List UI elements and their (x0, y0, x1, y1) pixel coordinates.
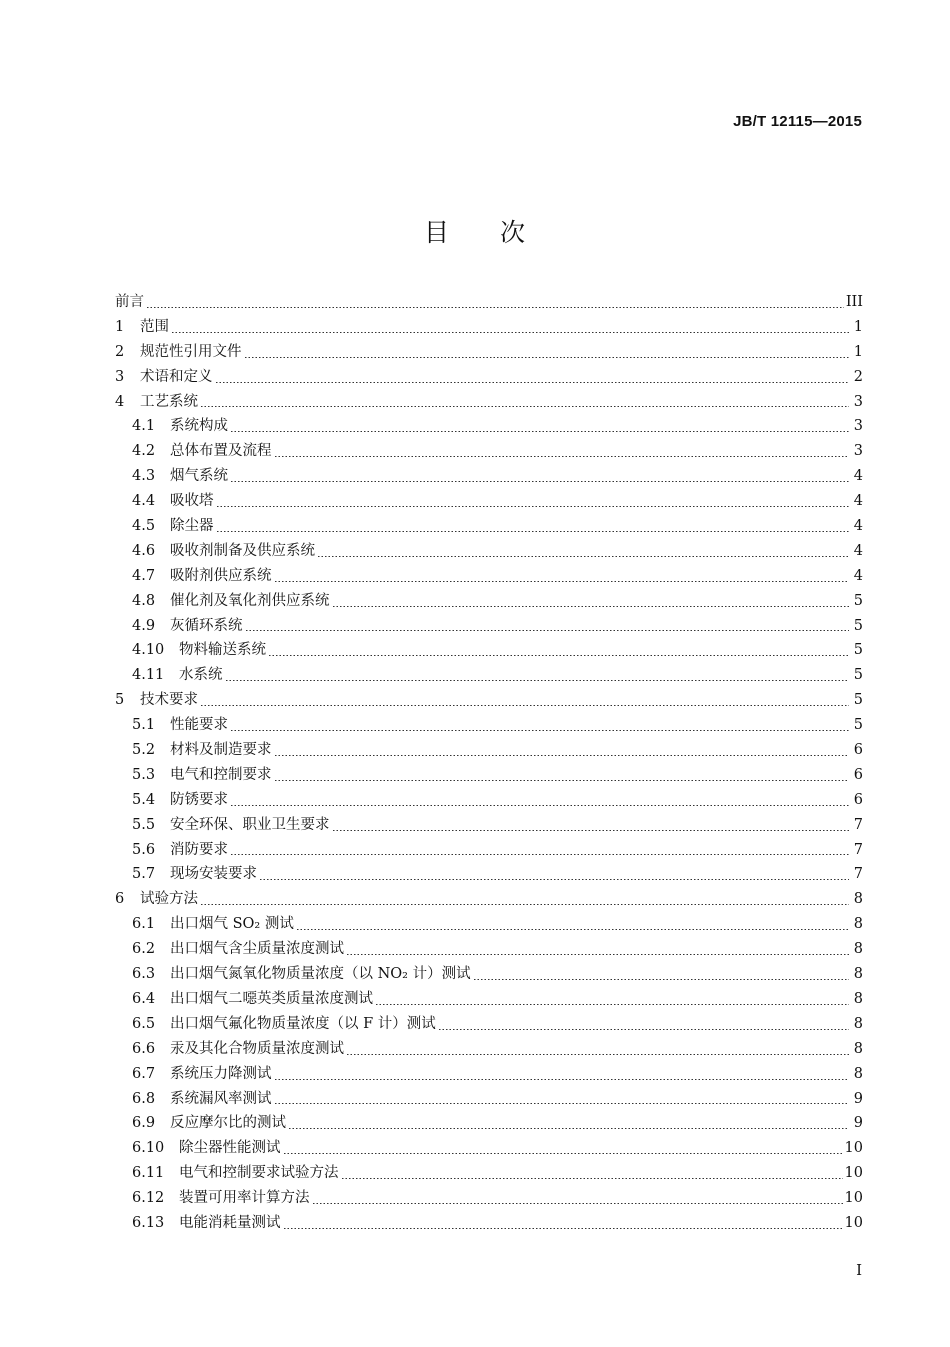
toc-entry-number: 6.5 (132, 1015, 156, 1032)
toc-entry[interactable] (115, 962, 863, 987)
toc-entry-number: 5 (115, 692, 125, 709)
toc-entry-label: 电气和控制要求 (170, 766, 272, 783)
toc-entry-number: 2 (115, 343, 125, 360)
toc-entry[interactable] (115, 390, 863, 415)
toc-entry-label: 前言 (115, 294, 144, 310)
toc-entry-number: 4.6 (132, 542, 156, 559)
toc-leader-dots (274, 456, 850, 457)
toc-entry-label: 材料及制造要求 (170, 742, 272, 759)
toc-entry-number: 5.7 (132, 866, 156, 883)
toc-leader-dots (230, 854, 849, 855)
toc-entry-label: 试验方法 (140, 891, 198, 908)
toc-entry[interactable] (115, 1087, 863, 1112)
toc-entry-label: 出口烟气氟化物质量浓度（以 F 计）测试 (170, 1015, 436, 1032)
toc-entry-page: 5 (853, 667, 863, 684)
toc-entry-number: 6 (115, 891, 125, 908)
toc-leader-dots (283, 1228, 843, 1229)
toc-entry-number: 5.5 (132, 816, 156, 833)
toc-entry-number: 5.2 (132, 742, 156, 759)
toc-entry-page: 9 (853, 1090, 863, 1107)
toc-leader-dots (274, 755, 850, 756)
toc-leader-dots (200, 406, 849, 407)
toc-leader-dots (230, 805, 849, 806)
toc-entry-page: 3 (853, 393, 863, 410)
toc-entry-page: 5 (853, 592, 863, 609)
toc-entry[interactable] (115, 589, 863, 614)
toc-entry-label: 规范性引用文件 (140, 343, 242, 360)
toc-entry-number: 4.5 (132, 518, 156, 535)
toc-entry-page: 8 (853, 1040, 863, 1057)
toc-leader-dots (230, 481, 849, 482)
toc-entry-label: 出口烟气二噁英类质量浓度测试 (170, 990, 373, 1007)
toc-entry-number: 6.13 (132, 1214, 165, 1231)
toc-entry-number: 4.11 (132, 667, 165, 684)
toc-entry-page: 5 (853, 692, 863, 709)
toc-entry-number: 5.3 (132, 766, 156, 783)
title-char-2: 次 (500, 218, 527, 247)
toc-entry-number: 4.2 (132, 443, 156, 460)
page-folio: I (856, 1261, 862, 1279)
toc-entry-label: 灰循环系统 (170, 617, 243, 634)
toc-entry-page: 1 (853, 343, 863, 360)
toc-leader-dots (245, 630, 850, 631)
toc-leader-dots (346, 1054, 849, 1055)
toc-entry[interactable] (115, 489, 863, 514)
toc-entry-number: 4.4 (132, 493, 156, 510)
toc-entry-label: 总体布置及流程 (170, 443, 272, 460)
toc-entry-number: 4.1 (132, 418, 156, 435)
toc-entry-number: 1 (115, 318, 125, 335)
toc-entry-number: 3 (115, 368, 125, 385)
toc-entry-label: 性能要求 (170, 717, 228, 734)
toc-entry-page: 10 (844, 1165, 863, 1182)
toc-entry[interactable] (115, 1037, 863, 1062)
toc-entry[interactable] (115, 1111, 863, 1136)
toc-entry-label: 吸附剂供应系统 (170, 567, 272, 584)
standard-number: JB/T 12115—2015 (733, 113, 862, 130)
toc-entry-label: 工艺系统 (140, 393, 198, 410)
toc-entry[interactable] (115, 414, 863, 439)
toc-entry-page: 6 (853, 766, 863, 783)
toc-leader-dots (259, 879, 849, 880)
toc-entry-page: 7 (853, 866, 863, 883)
page-title (0, 213, 950, 249)
toc-leader-dots (312, 1203, 843, 1204)
toc-entry[interactable] (115, 1186, 863, 1211)
toc-entry-number: 4.3 (132, 468, 156, 485)
toc-entry-page: 4 (853, 493, 863, 510)
toc-entry[interactable] (115, 514, 863, 539)
toc-entry[interactable] (115, 887, 863, 912)
toc-entry-number: 5.4 (132, 791, 156, 808)
toc-leader-dots (216, 506, 850, 507)
toc-entry-number: 6.11 (132, 1165, 165, 1182)
toc-entry-label: 装置可用率计算方法 (179, 1190, 310, 1207)
table-of-contents (115, 290, 863, 1236)
toc-entry[interactable] (115, 713, 863, 738)
toc-entry-page: 8 (853, 990, 863, 1007)
toc-entry-label: 汞及其化合物质量浓度测试 (170, 1040, 344, 1057)
toc-entry-label: 术语和定义 (140, 368, 213, 385)
toc-leader-dots (317, 556, 849, 557)
toc-entry-label: 系统漏风率测试 (170, 1090, 272, 1107)
toc-leader-dots (146, 307, 844, 308)
toc-entry-page: 6 (853, 791, 863, 808)
toc-leader-dots (332, 606, 850, 607)
toc-entry-label: 电气和控制要求试验方法 (179, 1165, 339, 1182)
toc-entry[interactable] (115, 763, 863, 788)
toc-entry-number: 4.8 (132, 592, 156, 609)
toc-entry-number: 4.9 (132, 617, 156, 634)
toc-entry[interactable] (115, 614, 863, 639)
toc-leader-dots (268, 655, 849, 656)
toc-entry-number: 4.7 (132, 567, 156, 584)
toc-entry-page: 4 (853, 468, 863, 485)
toc-entry[interactable] (115, 290, 863, 315)
toc-leader-dots (296, 929, 849, 930)
toc-entry-page: 8 (853, 1065, 863, 1082)
toc-entry-page: 8 (853, 966, 863, 983)
toc-entry-number: 6.2 (132, 941, 156, 958)
toc-entry-number: 6.7 (132, 1065, 156, 1082)
toc-entry-number: 6.9 (132, 1115, 156, 1132)
toc-entry-label: 防锈要求 (170, 791, 228, 808)
toc-leader-dots (225, 680, 850, 681)
toc-entry[interactable] (115, 1012, 863, 1037)
toc-entry-label: 范围 (140, 318, 169, 335)
toc-entry[interactable] (115, 1211, 863, 1236)
toc-leader-dots (200, 904, 849, 905)
toc-entry[interactable] (115, 464, 863, 489)
toc-entry-label: 反应摩尔比的测试 (170, 1115, 286, 1132)
toc-entry-label: 安全环保、职业卫生要求 (170, 816, 330, 833)
toc-entry[interactable] (115, 539, 863, 564)
toc-entry-label: 烟气系统 (170, 468, 228, 485)
toc-leader-dots (473, 979, 849, 980)
toc-entry-label: 现场安装要求 (170, 866, 257, 883)
toc-entry-page: 10 (844, 1190, 863, 1207)
toc-entry-number: 6.3 (132, 966, 156, 983)
toc-entry-page: 8 (853, 941, 863, 958)
toc-entry-number: 6.4 (132, 990, 156, 1007)
toc-entry-page: 2 (853, 368, 863, 385)
toc-leader-dots (230, 431, 849, 432)
toc-entry-page: 3 (853, 443, 863, 460)
toc-entry-page: 8 (853, 916, 863, 933)
toc-entry-label: 出口烟气 SO₂ 测试 (170, 916, 294, 933)
toc-entry-label: 吸收塔 (170, 493, 214, 510)
toc-leader-dots (230, 730, 849, 731)
toc-entry-page: 5 (853, 617, 863, 634)
toc-leader-dots (216, 531, 850, 532)
toc-entry-page: 1 (853, 318, 863, 335)
toc-leader-dots (274, 581, 850, 582)
toc-entry-page: 8 (853, 1015, 863, 1032)
toc-leader-dots (200, 705, 849, 706)
toc-entry[interactable] (115, 638, 863, 663)
toc-entry[interactable] (115, 663, 863, 688)
toc-leader-dots (341, 1178, 843, 1179)
toc-entry-number: 5.6 (132, 841, 156, 858)
toc-entry-page: 4 (853, 542, 863, 559)
toc-entry[interactable] (115, 1136, 863, 1161)
toc-entry-page: 8 (853, 891, 863, 908)
toc-entry-label: 技术要求 (140, 692, 198, 709)
toc-entry-page: III (845, 294, 863, 310)
toc-entry-page: 5 (853, 717, 863, 734)
toc-leader-dots (215, 382, 850, 383)
toc-entry-label: 水系统 (179, 667, 223, 684)
toc-entry[interactable] (115, 738, 863, 763)
toc-entry-page: 3 (853, 418, 863, 435)
toc-leader-dots (346, 954, 849, 955)
toc-entry[interactable] (115, 862, 863, 887)
toc-entry-number: 6.12 (132, 1190, 165, 1207)
toc-entry-page: 7 (853, 841, 863, 858)
toc-entry-label: 电能消耗量测试 (179, 1214, 281, 1231)
toc-entry-page: 4 (853, 518, 863, 535)
toc-entry-number: 6.1 (132, 916, 156, 933)
toc-leader-dots (274, 1079, 850, 1080)
toc-entry[interactable] (115, 564, 863, 589)
toc-entry[interactable] (115, 340, 863, 365)
toc-leader-dots (375, 1004, 849, 1005)
toc-entry-label: 除尘器 (170, 518, 214, 535)
toc-entry-label: 出口烟气含尘质量浓度测试 (170, 941, 344, 958)
toc-entry-number: 6.6 (132, 1040, 156, 1057)
toc-entry-label: 出口烟气氮氧化物质量浓度（以 NO₂ 计）测试 (170, 966, 471, 983)
toc-entry[interactable] (115, 813, 863, 838)
toc-entry[interactable] (115, 439, 863, 464)
toc-entry[interactable] (115, 937, 863, 962)
toc-leader-dots (274, 780, 850, 781)
toc-leader-dots (438, 1029, 849, 1030)
toc-entry-number: 5.1 (132, 717, 156, 734)
toc-leader-dots (288, 1128, 849, 1129)
toc-entry[interactable] (115, 688, 863, 713)
toc-entry-number: 4.10 (132, 642, 165, 659)
toc-leader-dots (274, 1103, 850, 1104)
toc-entry-label: 系统压力降测试 (170, 1065, 272, 1082)
toc-entry[interactable] (115, 1062, 863, 1087)
toc-entry-page: 4 (853, 567, 863, 584)
toc-entry-label: 物料输送系统 (179, 642, 266, 659)
toc-entry-label: 消防要求 (170, 841, 228, 858)
toc-entry[interactable] (115, 987, 863, 1012)
toc-entry-label: 催化剂及氧化剂供应系统 (170, 592, 330, 609)
title-char-1: 目 (423, 218, 450, 247)
toc-entry-number: 6.8 (132, 1090, 156, 1107)
toc-entry-page: 10 (844, 1214, 863, 1231)
toc-entry-label: 系统构成 (170, 418, 228, 435)
toc-entry-page: 10 (844, 1140, 863, 1157)
toc-entry-page: 9 (853, 1115, 863, 1132)
toc-entry-page: 5 (853, 642, 863, 659)
toc-entry-page: 6 (853, 742, 863, 759)
toc-entry[interactable] (115, 788, 863, 813)
toc-leader-dots (283, 1153, 843, 1154)
toc-entry[interactable] (115, 315, 863, 340)
toc-leader-dots (332, 830, 850, 831)
toc-leader-dots (244, 357, 850, 358)
toc-entry-label: 除尘器性能测试 (179, 1140, 281, 1157)
toc-entry[interactable] (115, 912, 863, 937)
toc-entry-number: 6.10 (132, 1140, 165, 1157)
toc-leader-dots (171, 332, 849, 333)
toc-entry-page: 7 (853, 816, 863, 833)
toc-entry-label: 吸收剂制备及供应系统 (170, 542, 315, 559)
toc-entry[interactable] (115, 1161, 863, 1186)
toc-entry[interactable] (115, 365, 863, 390)
toc-entry[interactable] (115, 838, 863, 863)
toc-entry-number: 4 (115, 393, 125, 410)
